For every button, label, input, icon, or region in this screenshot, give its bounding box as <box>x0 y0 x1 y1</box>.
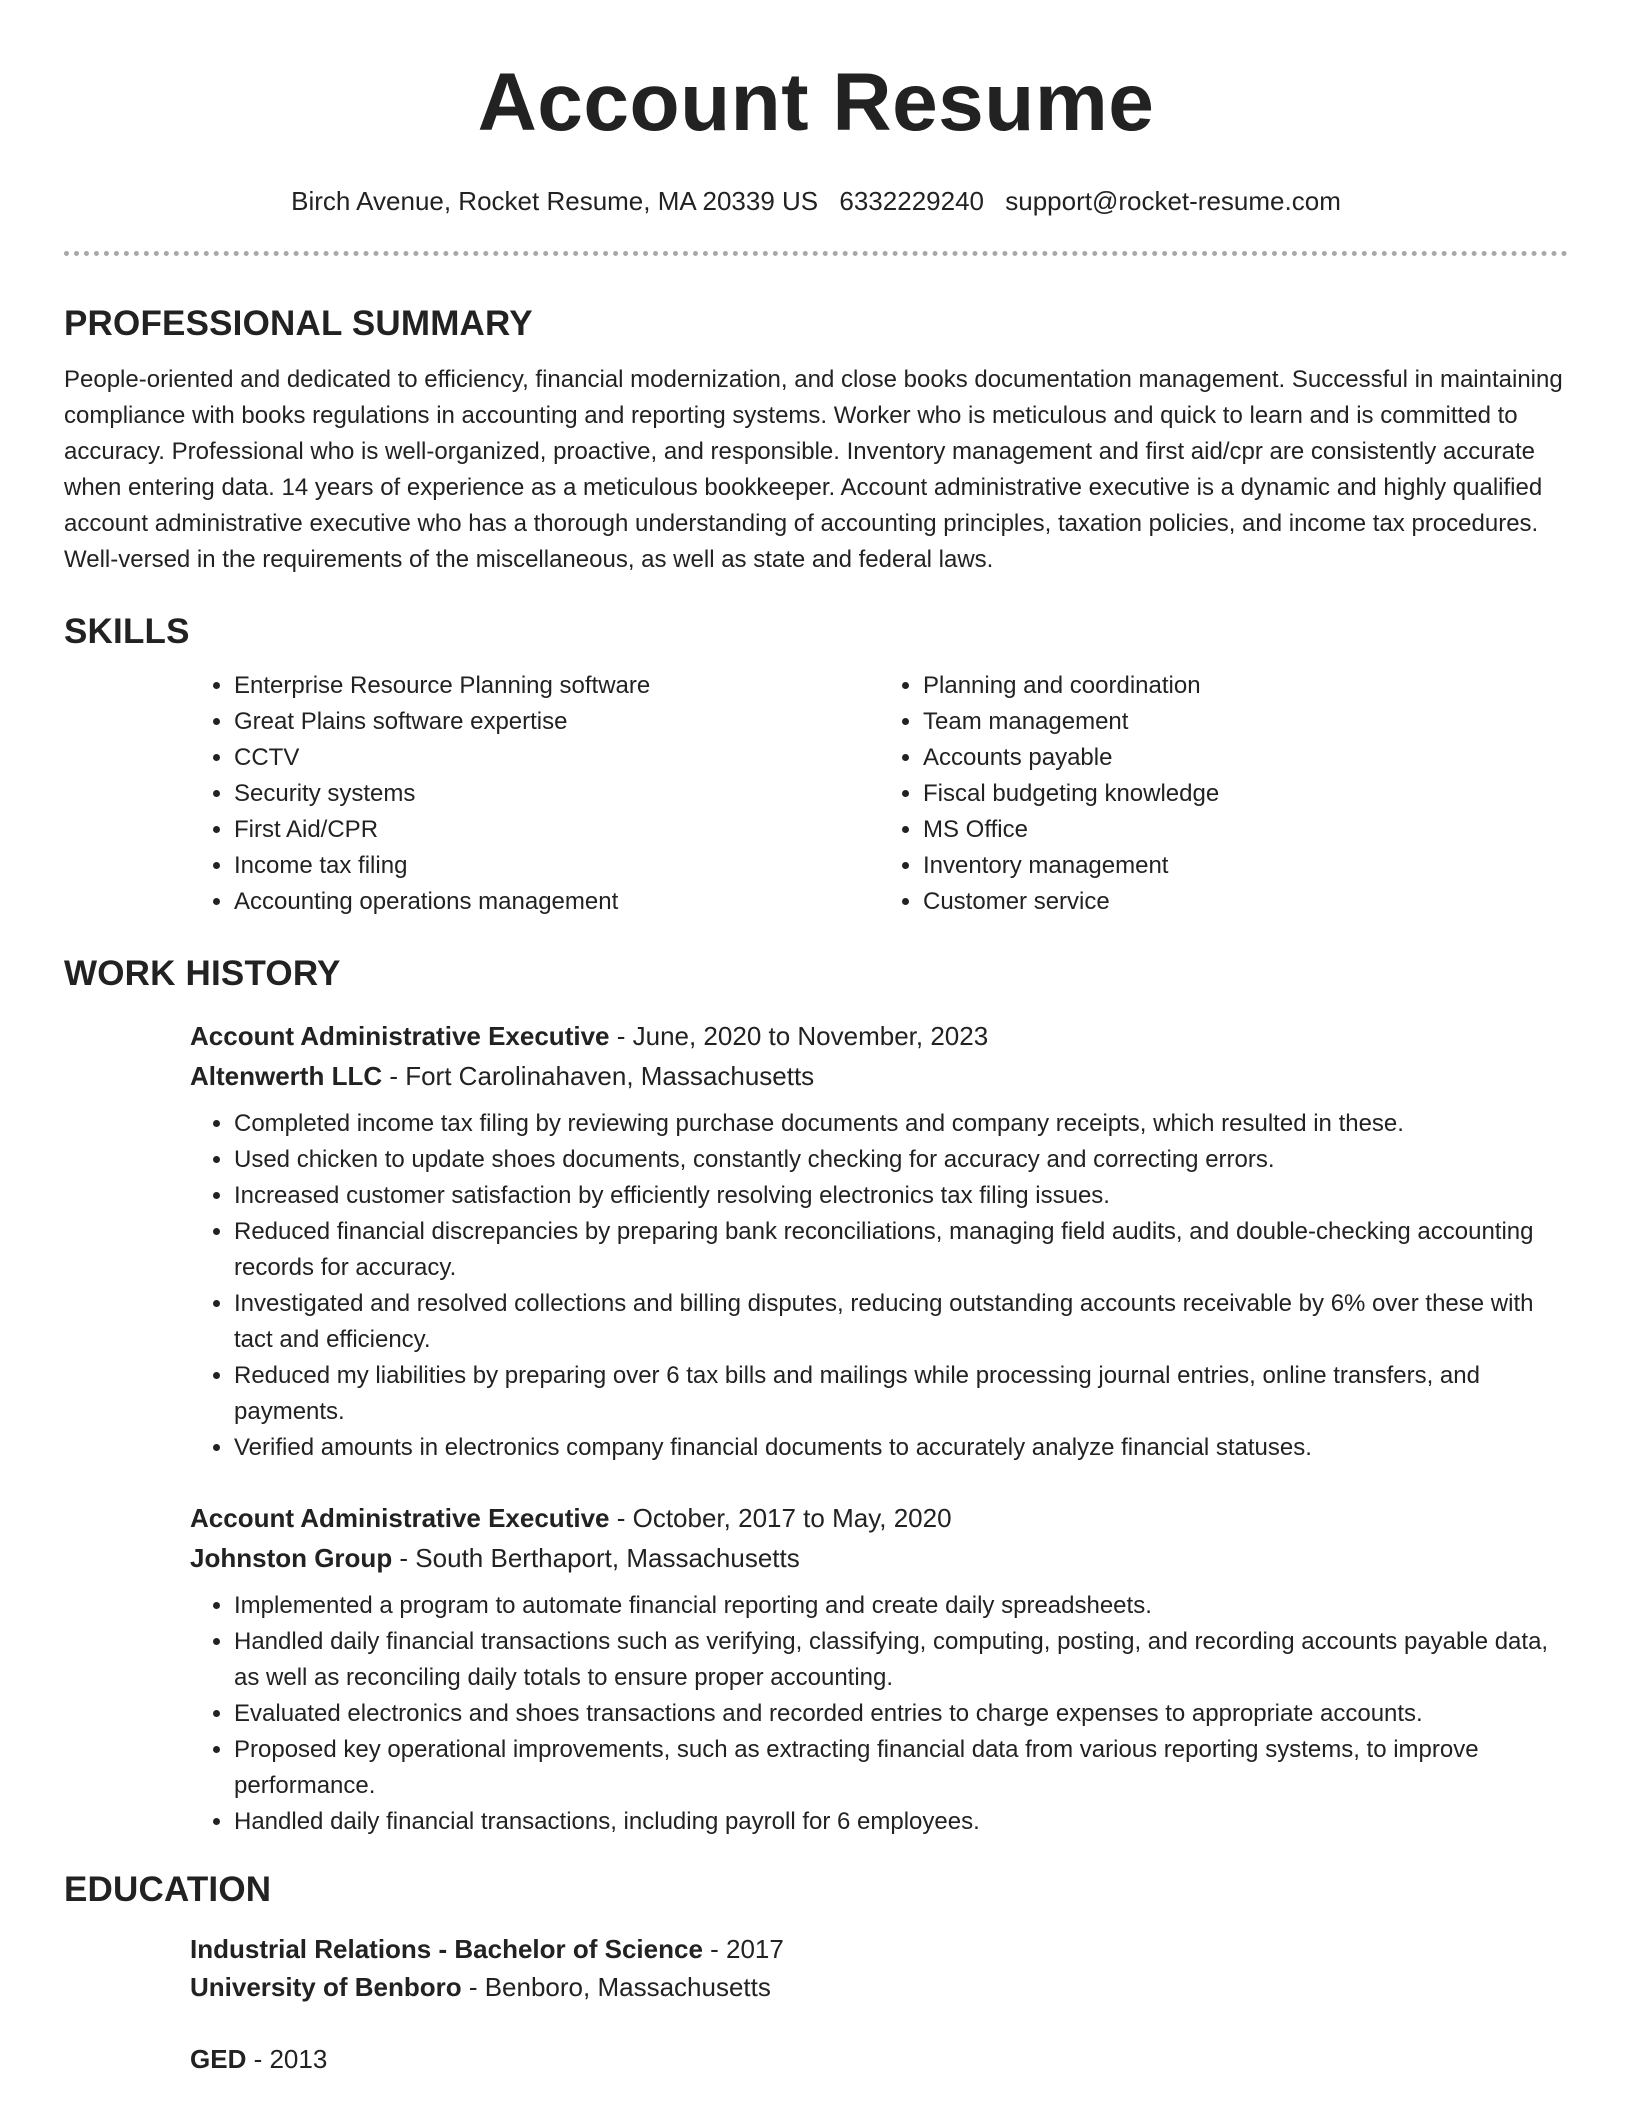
education-degree: GED <box>190 2044 247 2074</box>
job-bullet: • Completed income tax filing by reviewing purchase documents and company receipts, which resulted in these. <box>234 1106 1568 1142</box>
work-section <box>64 954 1568 1840</box>
job-bullet: • Reduced my liabilities by preparing over 6 tax bills and mailings while processing journal entries, online transfers, and payments. <box>234 1358 1568 1430</box>
education-year: - 2013 <box>246 2044 328 2074</box>
contact-line <box>64 186 1568 217</box>
job-bullet: • Handled daily financial transactions such as verifying, classifying, computing, posting, and recording accounts payable data, as well as reconciling daily totals to ensure proper accounting. <box>234 1624 1568 1696</box>
skill-item: • Inventory management <box>923 848 1568 884</box>
job-location: - South Berthaport, Massachusetts <box>392 1543 800 1573</box>
work-heading: WORK HISTORY <box>64 954 341 993</box>
skill-item: • Planning and coordination <box>923 668 1568 704</box>
job-bullets <box>190 1578 1568 1840</box>
job-company: Altenwerth LLC <box>190 1061 383 1091</box>
education-degree: Industrial Relations - Bachelor of Science <box>190 1934 703 1964</box>
skills-list-left <box>190 668 879 920</box>
job-role: Account Administrative Executive <box>190 1503 610 1533</box>
job-title-line <box>190 1498 1568 1538</box>
job-entry <box>190 994 1568 1466</box>
job-role: Account Administrative Executive <box>190 1021 610 1051</box>
education-degree-line <box>190 1930 1568 1968</box>
job-bullet: • Proposed key operational improvements, such as extracting financial data from various reporting systems, to improve performance. <box>234 1732 1568 1804</box>
skill-item: • CCTV <box>234 740 879 776</box>
resume-title: Account Resume <box>477 57 1155 148</box>
skill-item: • Enterprise Resource Planning software <box>234 668 879 704</box>
skills-section <box>64 612 1568 920</box>
job-bullet: • Evaluated electronics and shoes transactions and recorded entries to charge expenses to appropriate accounts. <box>234 1696 1568 1732</box>
summary-heading: PROFESSIONAL SUMMARY <box>64 304 533 343</box>
phone-text: 6332229240 <box>839 186 984 216</box>
job-bullet: • Used chicken to update shoes documents, constantly checking for accuracy and correcting errors. <box>234 1142 1568 1178</box>
skill-item: • Fiscal budgeting knowledge <box>923 776 1568 812</box>
education-heading: EDUCATION <box>64 1870 272 1909</box>
header-divider <box>64 251 1568 256</box>
skill-item: • Accounts payable <box>923 740 1568 776</box>
education-degree-line <box>190 2040 1568 2078</box>
job-bullet: • Implemented a program to automate financial reporting and create daily spreadsheets. <box>234 1588 1568 1624</box>
education-entry <box>190 1910 1568 2006</box>
education-entry <box>190 2006 1568 2078</box>
skill-item: • First Aid/CPR <box>234 812 879 848</box>
skills-heading: SKILLS <box>64 612 190 651</box>
job-entry <box>190 1466 1568 1840</box>
skill-item: • Great Plains software expertise <box>234 704 879 740</box>
job-bullet: • Investigated and resolved collections and billing disputes, reducing outstanding accounts receivable by 6% over these with tact and efficiency. <box>234 1286 1568 1358</box>
summary-text: People-oriented and dedicated to efficiency, financial modernization, and close books documentation management. Successful in maintaining compliance with books regulations in accounting and reporting systems. Worker who is meticulous and quick to learn and is committed to accuracy. Professional who is well-organized, proactive, and responsible. Inventory management and first aid/cpr are consistently accurate when entering data. 14 years of experience as a meticulous bookkeeper. Account administrative executive is a dynamic and highly qualified account administrative executive who has a thorough understanding of accounting principles, taxation policies, and income tax procedures. Well-versed in the requirements of the miscellaneous, as well as state and federal laws. <box>64 366 1563 573</box>
skill-item: • Team management <box>923 704 1568 740</box>
job-company-line <box>190 1538 1568 1578</box>
job-location: - Fort Carolinahaven, Massachusetts <box>382 1061 815 1091</box>
skills-list-right <box>879 668 1568 920</box>
skill-item: • Customer service <box>923 884 1568 920</box>
job-bullet: • Verified amounts in electronics company financial documents to accurately analyze financial statuses. <box>234 1430 1568 1466</box>
skills-columns <box>190 652 1568 920</box>
education-location: - Benboro, Massachusetts <box>461 1972 771 2002</box>
email-link[interactable]: support@rocket-resume.com <box>1005 186 1341 216</box>
job-dates: - June, 2020 to November, 2023 <box>609 1021 989 1051</box>
job-dates: - October, 2017 to May, 2020 <box>609 1503 952 1533</box>
job-company-line <box>190 1056 1568 1096</box>
education-school: University of Benboro <box>190 1972 462 2002</box>
education-section <box>64 1870 1568 2078</box>
skill-item: • Accounting operations management <box>234 884 879 920</box>
job-bullet: • Increased customer satisfaction by efficiently resolving electronics tax filing issues. <box>234 1178 1568 1214</box>
address-text: Birch Avenue, Rocket Resume, MA 20339 US <box>291 186 819 216</box>
summary-section <box>64 304 1568 578</box>
skill-item: • Income tax filing <box>234 848 879 884</box>
skill-item: • MS Office <box>923 812 1568 848</box>
education-year: - 2017 <box>702 1934 784 1964</box>
education-school-line <box>190 1968 1568 2006</box>
job-bullet: • Reduced financial discrepancies by preparing bank reconciliations, managing field audits, and double-checking accounting records for accuracy. <box>234 1214 1568 1286</box>
skill-item: • Security systems <box>234 776 879 812</box>
job-bullets <box>190 1096 1568 1466</box>
job-title-line <box>190 1016 1568 1056</box>
job-bullet: • Handled daily financial transactions, including payroll for 6 employees. <box>234 1804 1568 1840</box>
job-company: Johnston Group <box>190 1543 393 1573</box>
